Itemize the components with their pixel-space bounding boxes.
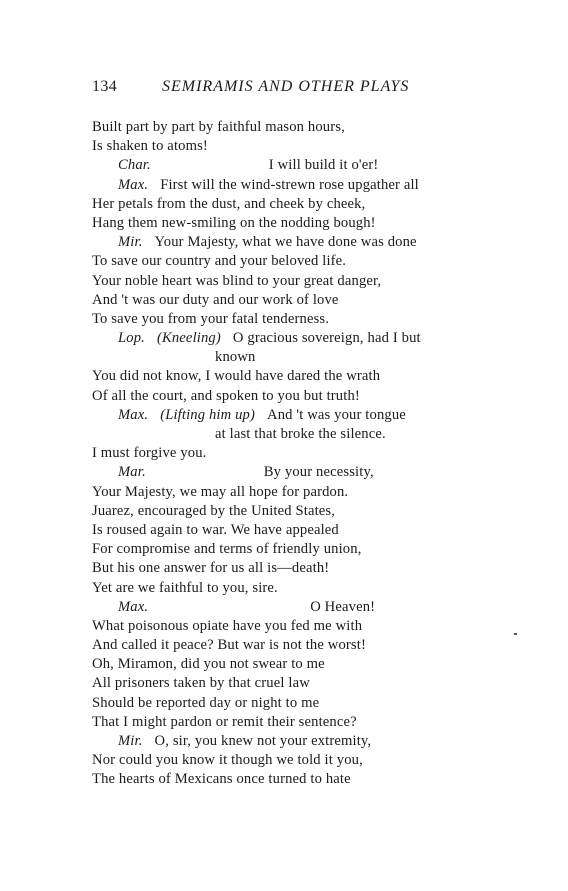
verse-line: And called it peace? But war is not the worst! — [92, 637, 366, 654]
verse-line: I must forgive you. — [92, 445, 207, 462]
speaker-name: Mir. — [118, 234, 143, 251]
verse-line: Her petals from the dust, and cheek by cheek, — [92, 195, 366, 212]
stage-direction: (Lifting him up) — [160, 406, 256, 423]
verse-line: For compromise and terms of friendly union, — [92, 541, 362, 558]
verse-line: at last that broke the silence. — [215, 426, 386, 442]
running-title: SEMIRAMIS AND OTHER PLAYS — [162, 78, 410, 95]
verse-line: The hearts of Mexicans once turned to hate — [92, 771, 351, 788]
verse-line: What poisonous opiate have you fed me with — [92, 617, 363, 634]
stage-direction: (Kneeling) — [156, 330, 221, 347]
speaker-name: Mar. — [118, 464, 146, 481]
speech-line — [92, 463, 522, 482]
verse-line: Your noble heart was blind to your great danger, — [92, 272, 382, 289]
verse-line: Your Majesty, we may all hope for pardon. — [92, 483, 349, 500]
speech-line — [92, 329, 522, 348]
verse-line: To save you from your fatal tenderness. — [92, 310, 330, 327]
speech-line — [92, 156, 522, 175]
verse-line: Of all the court, and spoken to you but truth! — [92, 387, 360, 404]
verse-line: Is roused again to war. We have appealed — [92, 521, 339, 538]
page-number: 134 — [92, 78, 118, 95]
verse-line: And 't was our duty and our work of love — [92, 291, 339, 308]
margin-speck — [514, 633, 517, 635]
speech-line — [92, 598, 522, 617]
verse-line: Oh, Miramon, did you not swear to me — [92, 656, 325, 673]
speaker-name: Max. — [118, 176, 149, 193]
verse-line: To save our country and your beloved life. — [92, 253, 347, 270]
speech-line — [92, 732, 522, 751]
verse-line: Yet are we faithful to you, sire. — [92, 579, 278, 596]
speech-line — [92, 406, 522, 425]
speech-text: First will the wind-strewn rose upgather all — [160, 176, 419, 193]
verse-line: Should be reported day or night to me — [92, 694, 320, 711]
speech-text: And 't was your tongue — [267, 406, 406, 423]
play-text — [92, 118, 522, 790]
verse-line: Built part by part by faithful mason hours, — [92, 119, 345, 135]
verse-line: That I might pardon or remit their sentence? — [92, 713, 357, 730]
verse-line: Hang them new-smiling on the nodding bough! — [92, 214, 376, 231]
page-header — [92, 78, 512, 100]
speaker-name: Char. — [118, 157, 151, 174]
speaker-name: Lop. — [118, 330, 145, 347]
verse-line: Nor could you know it though we told it you, — [92, 752, 363, 769]
verse-line: You did not know, I would have dared the wrath — [92, 368, 381, 385]
verse-line: But his one answer for us all is—death! — [92, 560, 330, 577]
speaker-name: Max. — [118, 406, 149, 423]
verse-line: known — [215, 349, 256, 366]
speech-text: O Heaven! — [310, 598, 376, 615]
speech-text: O, sir, you knew not your extremity, — [154, 733, 372, 749]
verse-line: Is shaken to atoms! — [92, 138, 208, 155]
verse-line: Juarez, encouraged by the United States, — [92, 502, 336, 519]
verse-line: All prisoners taken by that cruel law — [92, 675, 310, 692]
speech-line — [92, 233, 522, 252]
speech-text: O gracious sovereign, had I but — [232, 330, 421, 347]
speech-text: I will build it o'er! — [268, 157, 379, 174]
speech-line — [92, 176, 522, 195]
speaker-name: Max. — [118, 598, 149, 615]
speech-text: Your Majesty, what we have done was done — [154, 234, 417, 251]
speech-text: By your necessity, — [263, 464, 374, 481]
speaker-name: Mir. — [118, 733, 143, 749]
